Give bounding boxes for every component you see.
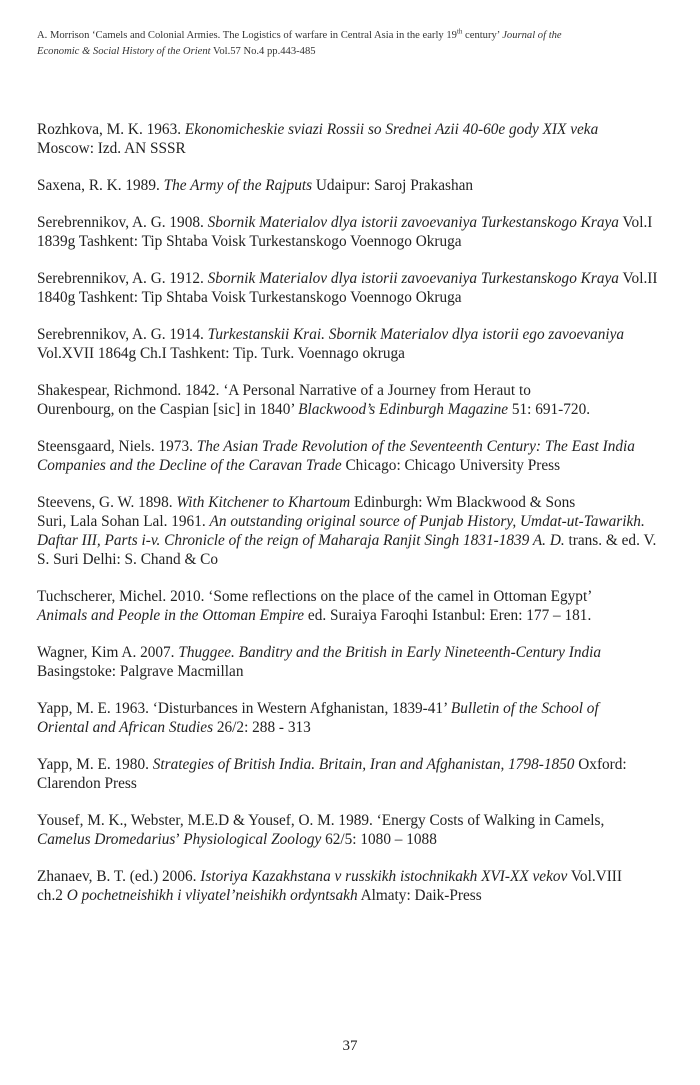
reference-entry bbox=[37, 213, 669, 251]
reference-line bbox=[37, 718, 669, 737]
reference-text: 1840g Tashkent: Tip Shtaba Voisk Turkestanskogo Voennogo Okruga bbox=[37, 289, 462, 306]
reference-line bbox=[37, 550, 669, 569]
reference-title: The Army of the Rajputs bbox=[163, 177, 313, 194]
reference-title: Oriental and African Studies bbox=[37, 719, 214, 736]
reference-line bbox=[37, 213, 669, 232]
reference-line bbox=[37, 699, 669, 718]
reference-text: Serebrennikov, A. G. 1914. bbox=[37, 326, 208, 343]
reference-list bbox=[37, 120, 669, 923]
reference-text: Edinburgh: Wm Blackwood & Sons bbox=[350, 494, 576, 511]
reference-text: Steevens, G. W. 1898. bbox=[37, 494, 177, 511]
reference-line bbox=[37, 493, 669, 512]
reference-line bbox=[37, 176, 669, 195]
reference-text: ch.2 bbox=[37, 887, 67, 904]
reference-text: Clarendon Press bbox=[37, 775, 137, 792]
reference-title: Companies and the Decline of the Caravan Trade bbox=[37, 457, 342, 474]
reference-entry bbox=[37, 437, 669, 475]
reference-title: O pochetneishikh i vliyatel’neishikh ordyntsakh bbox=[66, 887, 358, 904]
header-text: A. Morrison ‘Camels and Colonial Armies. The Logistics of warfare in Central Asia in the early 19 bbox=[37, 30, 457, 41]
header-journal-title: Journal of the bbox=[502, 30, 562, 41]
reference-text: Zhanaev, B. T. (ed.) 2006. bbox=[37, 868, 201, 885]
reference-text: Udaipur: Saroj Prakashan bbox=[312, 177, 474, 194]
page-number: 37 bbox=[342, 1038, 358, 1054]
reference-line bbox=[37, 531, 669, 550]
reference-title: Sbornik Materialov dlya istorii zavoevaniya Turkestanskogo Kraya bbox=[207, 214, 619, 231]
reference-title: Turkestanskii Krai. Sbornik Materialov dlya istorii ego zavoevaniya bbox=[207, 326, 625, 343]
reference-line bbox=[37, 456, 669, 475]
reference-line bbox=[37, 344, 669, 363]
reference-text: Chicago: Chicago University Press bbox=[341, 457, 561, 474]
reference-line bbox=[37, 437, 669, 456]
reference-title: Thuggee. Banditry and the British in Early Nineteenth-Century India bbox=[178, 644, 602, 661]
reference-text: S. Suri Delhi: S. Chand & Co bbox=[37, 551, 219, 568]
reference-text: trans. & ed. V. bbox=[564, 532, 657, 549]
reference-line bbox=[37, 886, 669, 905]
reference-line bbox=[37, 288, 669, 307]
reference-text: Saxena, R. K. 1989. bbox=[37, 177, 164, 194]
reference-entry bbox=[37, 381, 669, 419]
reference-entry bbox=[37, 643, 669, 681]
reference-title: Strategies of British India. Britain, Iran and Afghanistan, 1798-1850 bbox=[152, 756, 575, 773]
reference-line bbox=[37, 867, 669, 886]
reference-line bbox=[37, 755, 669, 774]
reference-text: ’ bbox=[175, 831, 184, 848]
running-header bbox=[37, 28, 663, 60]
reference-line bbox=[37, 139, 669, 158]
reference-title: Bulletin of the School of bbox=[450, 700, 599, 717]
reference-line bbox=[37, 774, 669, 793]
reference-line bbox=[37, 830, 669, 849]
reference-title: Physiological Zoology bbox=[183, 831, 322, 848]
reference-text: Almaty: Daik-Press bbox=[357, 887, 482, 904]
reference-title: Istoriya Kazakhstana v russkikh istochnikakh XVI-XX vekov bbox=[200, 868, 568, 885]
reference-title: Blackwood’s Edinburgh Magazine bbox=[298, 401, 509, 418]
reference-title: Sbornik Materialov dlya istorii zavoevaniya Turkestanskogo Kraya bbox=[207, 270, 619, 287]
reference-line bbox=[37, 232, 669, 251]
header-text: Vol.57 No.4 pp.443-485 bbox=[210, 46, 316, 57]
reference-text: Vol.XVII 1864g Ch.I Tashkent: Tip. Turk. Voennago okruga bbox=[37, 345, 405, 362]
reference-text: Wagner, Kim A. 2007. bbox=[37, 644, 179, 661]
reference-title: Daftar III, Parts i-v. Chronicle of the reign of Maharaja Ranjit Singh 1831-1839 A. D. bbox=[37, 532, 565, 549]
reference-text: Moscow: Izd. AN SSSR bbox=[37, 140, 186, 157]
reference-text: Basingstoke: Palgrave Macmillan bbox=[37, 663, 244, 680]
reference-text: Yousef, M. K., Webster, M.E.D & Yousef, O. M. 1989. ‘Energy Costs of Walking in Camels, bbox=[37, 812, 605, 829]
reference-entry bbox=[37, 587, 669, 625]
reference-entry bbox=[37, 325, 669, 363]
reference-line bbox=[37, 325, 669, 344]
reference-entry bbox=[37, 755, 669, 793]
reference-text: 62/5: 1080 – 1088 bbox=[321, 831, 437, 848]
reference-text: Rozhkova, M. K. 1963. bbox=[37, 121, 185, 138]
reference-line bbox=[37, 606, 669, 625]
reference-line bbox=[37, 512, 669, 531]
reference-entry bbox=[37, 269, 669, 307]
reference-line bbox=[37, 643, 669, 662]
reference-text: Shakespear, Richmond. 1842. ‘A Personal Narrative of a Journey from Heraut to bbox=[37, 382, 531, 399]
reference-text: ed. Suraiya Faroqhi Istanbul: Eren: 177 – 181. bbox=[304, 607, 592, 624]
header-superscript: th bbox=[456, 27, 463, 36]
reference-text: Vol.VIII bbox=[567, 868, 622, 885]
header-journal-title: Economic & Social History of the Orient bbox=[37, 46, 211, 57]
reference-entry bbox=[37, 176, 669, 195]
reference-text: Serebrennikov, A. G. 1912. bbox=[37, 270, 208, 287]
reference-entry bbox=[37, 120, 669, 158]
reference-text: Suri, Lala Sohan Lal. 1961. bbox=[37, 513, 210, 530]
reference-text: Vol.I bbox=[618, 214, 653, 231]
reference-text: Oxford: bbox=[574, 756, 627, 773]
reference-text: 51: 691-720. bbox=[508, 401, 591, 418]
reference-text: Yapp, M. E. 1963. ‘Disturbances in Western Afghanistan, 1839-41’ bbox=[37, 700, 451, 717]
reference-text: 1839g Tashkent: Tip Shtaba Voisk Turkestanskogo Voennogo Okruga bbox=[37, 233, 462, 250]
reference-line bbox=[37, 400, 669, 419]
header-text: century’ bbox=[462, 30, 503, 41]
running-header-line-1 bbox=[37, 28, 663, 44]
reference-title: Animals and People in the Ottoman Empire bbox=[37, 607, 305, 624]
reference-title: The Asian Trade Revolution of the Seventeenth Century: The East India bbox=[196, 438, 635, 455]
reference-text: 26/2: 288 - 313 bbox=[213, 719, 311, 736]
reference-text: Tuchscherer, Michel. 2010. ‘Some reflections on the place of the camel in Ottoman Egypt’ bbox=[37, 588, 593, 605]
reference-title: With Kitchener to Khartoum bbox=[176, 494, 351, 511]
reference-title: Ekonomicheskie sviazi Rossii so Srednei Azii 40-60e gody XIX veka bbox=[184, 121, 599, 138]
reference-entry bbox=[37, 867, 669, 905]
reference-text: Yapp, M. E. 1980. bbox=[37, 756, 153, 773]
reference-line bbox=[37, 381, 669, 400]
reference-line bbox=[37, 811, 669, 830]
reference-line bbox=[37, 587, 669, 606]
reference-line bbox=[37, 269, 669, 288]
reference-text: Ourenbourg, on the Caspian [sic] in 1840’ bbox=[37, 401, 299, 418]
running-header-line-2 bbox=[37, 44, 663, 60]
reference-line bbox=[37, 120, 669, 139]
reference-text: Serebrennikov, A. G. 1908. bbox=[37, 214, 208, 231]
reference-title: Camelus Dromedarius bbox=[37, 831, 176, 848]
reference-text: Vol.II bbox=[618, 270, 658, 287]
reference-entry bbox=[37, 493, 669, 569]
reference-title: An outstanding original source of Punjab History, Umdat-ut-Tawarikh. bbox=[209, 513, 645, 530]
reference-entry bbox=[37, 811, 669, 849]
reference-entry bbox=[37, 699, 669, 737]
reference-text: Steensgaard, Niels. 1973. bbox=[37, 438, 197, 455]
reference-line bbox=[37, 662, 669, 681]
